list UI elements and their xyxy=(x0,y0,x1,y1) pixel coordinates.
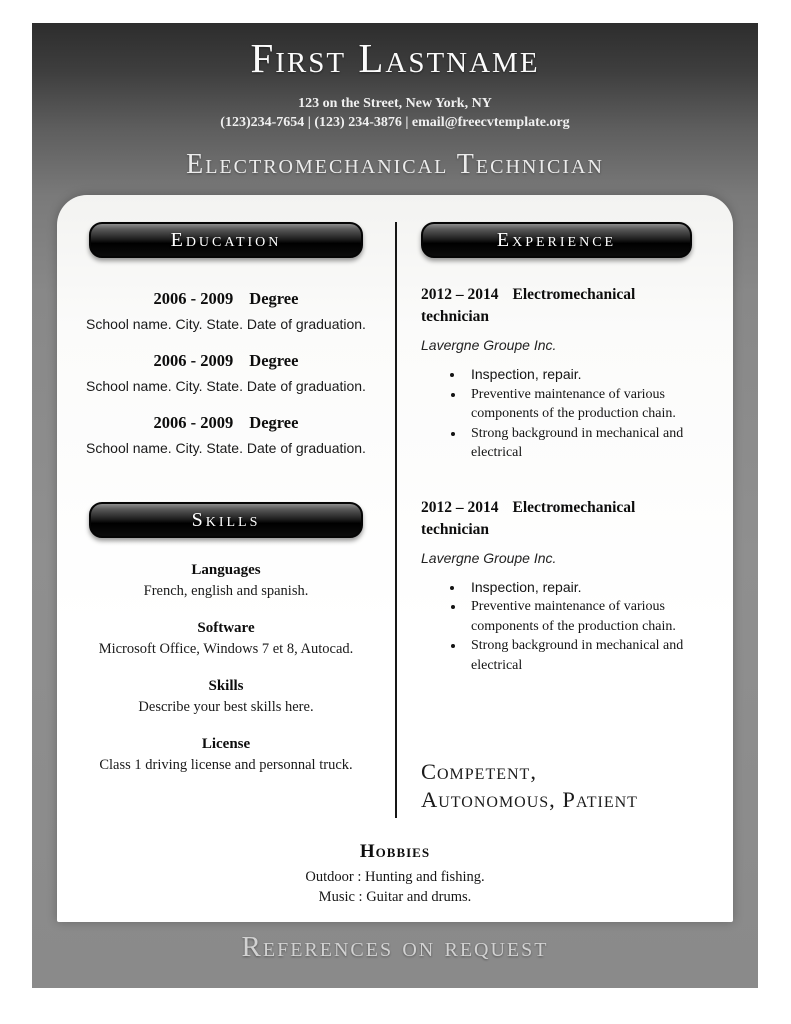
education-section-header xyxy=(89,222,363,258)
headline-job-title: Electromechanical Technician xyxy=(186,149,604,180)
education-details: School name. City. State. Date of graduation. xyxy=(86,440,366,456)
experience-job-title: Electromechanical technician xyxy=(421,286,636,325)
skill-group-title: Skills xyxy=(208,678,244,694)
education-degree: Degree xyxy=(249,351,299,370)
hobbies-heading: Hobbies xyxy=(359,841,431,862)
experience-entry xyxy=(421,284,713,463)
education-entry-heading xyxy=(57,288,395,310)
experience-period: 2012 – 2014 xyxy=(421,498,499,516)
education-entry-heading xyxy=(57,350,395,372)
experience-section-header xyxy=(421,222,692,258)
experience-bullet: • Strong background in mechanical and electrical xyxy=(465,636,686,675)
experience-bullet-list xyxy=(421,578,686,676)
education-period: 2006 - 2009 xyxy=(153,289,234,308)
experience-bullet: • Inspection, repair. xyxy=(465,578,686,598)
personal-traits xyxy=(421,758,711,814)
skill-group-title: License xyxy=(201,736,251,752)
column-divider xyxy=(395,222,397,818)
page-background xyxy=(32,23,758,988)
contact-line: (123)234-7654 | (123) 234-3876 | email@freecvtemplate.org xyxy=(220,115,570,130)
skill-group-title: Languages xyxy=(191,562,261,578)
education-details: School name. City. State. Date of graduation. xyxy=(86,378,366,394)
experience-period: 2012 – 2014 xyxy=(421,286,499,303)
skill-group xyxy=(57,560,395,602)
hobbies-section xyxy=(57,841,733,907)
traits-line-1: Competent, xyxy=(421,759,537,784)
skill-group-details: Microsoft Office, Windows 7 et 8, Autocad. xyxy=(98,641,354,657)
skill-group-title: Software xyxy=(197,620,255,636)
education-details: School name. City. State. Date of graduation. xyxy=(86,316,366,332)
experience-bullet: • Preventive maintenance of various components of the production chain. xyxy=(465,597,686,636)
education-entry xyxy=(57,350,395,396)
education-period: 2006 - 2009 xyxy=(153,351,234,370)
education-heading-label: Education xyxy=(170,228,282,251)
hobby-item: Outdoor : Hunting and fishing. xyxy=(305,869,485,885)
experience-job-title: Electromechanical technician xyxy=(421,498,636,538)
experience-bullet: • Preventive maintenance of various components of the production chain. xyxy=(465,385,686,424)
person-name: First Lastname xyxy=(250,35,540,81)
skill-group-details: French, english and spanish. xyxy=(143,583,309,599)
left-column xyxy=(57,195,395,776)
content-panel xyxy=(57,195,733,922)
skills-heading-label: Skills xyxy=(191,508,261,531)
hobby-item: Music : Guitar and drums. xyxy=(318,889,472,905)
education-entry-heading xyxy=(57,412,395,434)
header xyxy=(32,34,758,181)
skills-section-header xyxy=(89,502,363,538)
experience-bullet: • Inspection, repair. xyxy=(465,365,686,385)
experience-entry-heading xyxy=(421,284,671,328)
traits-line-2: Autonomous, Patient xyxy=(421,787,638,812)
address-line: 123 on the Street, New York, NY xyxy=(298,96,492,111)
experience-bullet: • Strong background in mechanical and electrical xyxy=(465,424,686,463)
skill-group xyxy=(57,676,395,718)
footer xyxy=(32,931,758,964)
references-note: References on request xyxy=(241,931,549,963)
skill-group xyxy=(57,618,395,660)
education-degree: Degree xyxy=(249,413,299,432)
skill-group-details: Describe your best skills here. xyxy=(138,699,314,715)
skill-group xyxy=(57,734,395,776)
experience-heading-label: Experience xyxy=(496,228,617,251)
skill-group-details: Class 1 driving license and personnal truck. xyxy=(99,757,353,773)
experience-entry xyxy=(421,497,713,676)
education-entry xyxy=(57,288,395,334)
experience-bullet-list xyxy=(421,365,686,463)
experience-entry-heading xyxy=(421,497,671,541)
education-period: 2006 - 2009 xyxy=(153,413,234,432)
education-degree: Degree xyxy=(249,289,299,308)
right-column xyxy=(395,195,733,675)
experience-company: Lavergne Groupe Inc. xyxy=(421,337,557,353)
experience-company: Lavergne Groupe Inc. xyxy=(421,549,557,566)
education-entry xyxy=(57,412,395,458)
